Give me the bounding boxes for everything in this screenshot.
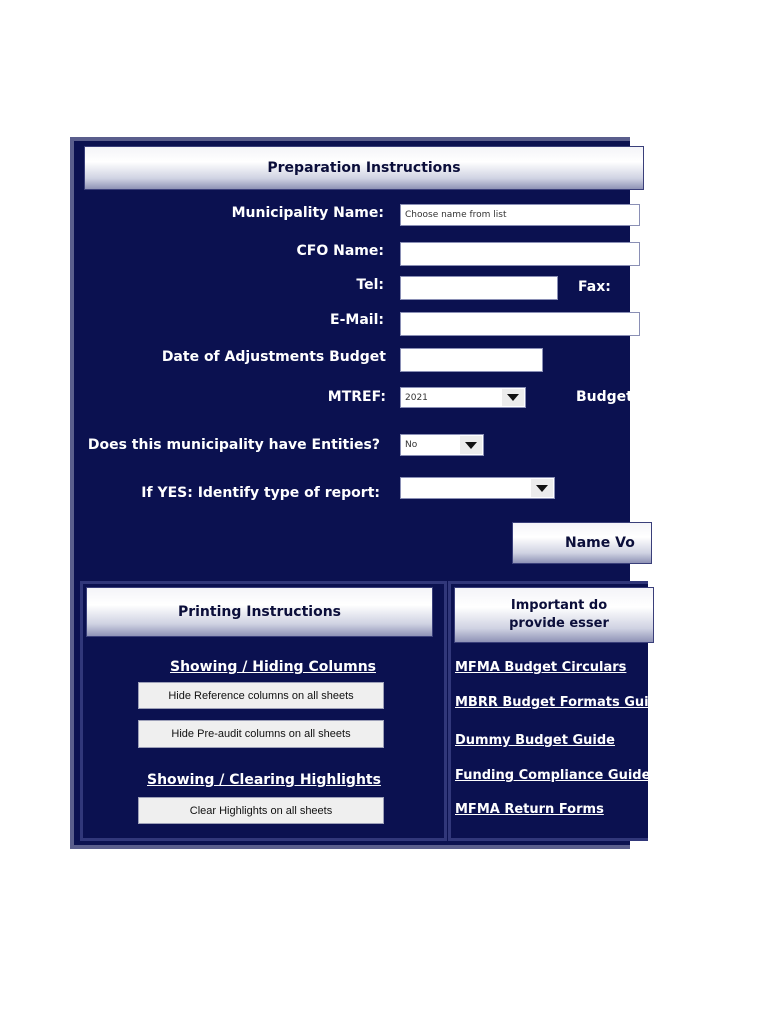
important-documents-title-line1: Important do [510, 598, 608, 613]
date-label: Date of Adjustments Budget [161, 349, 386, 365]
mtref-dropdown[interactable] [400, 387, 526, 408]
link-mfma-return-forms[interactable]: MFMA Return Forms [455, 802, 604, 817]
link-dummy-budget-guide[interactable]: Dummy Budget Guide [455, 733, 615, 748]
report-type-dropdown[interactable] [400, 477, 555, 499]
email-field[interactable] [400, 312, 640, 336]
report-type-label: If YES: Identify type of report: [141, 485, 380, 501]
printing-instructions-header [86, 587, 433, 637]
hide-reference-columns-button[interactable]: Hide Reference columns on all sheets [138, 682, 384, 709]
clear-highlights-button[interactable]: Clear Highlights on all sheets [138, 797, 384, 824]
chevron-down-icon[interactable] [502, 389, 524, 406]
fax-label: Fax: [578, 279, 611, 295]
mtref-value: 2021 [405, 392, 428, 403]
important-documents-header [454, 587, 654, 643]
entities-value: No [405, 440, 418, 450]
municipality-select[interactable]: Choose name from list [400, 204, 640, 226]
tel-field[interactable] [400, 276, 558, 300]
name-vote-label: Name Vo [565, 535, 635, 551]
tel-label: Tel: [356, 277, 384, 293]
chevron-down-icon[interactable] [460, 436, 482, 454]
name-vote-button[interactable] [512, 522, 652, 564]
budget-sheet [70, 137, 658, 849]
entities-label: Does this municipality have Entities? [87, 437, 380, 453]
link-mfma-budget-circulars[interactable]: MFMA Budget Circulars [455, 660, 627, 675]
link-mbrr-budget-formats-guide[interactable]: MBRR Budget Formats Guid [455, 695, 658, 710]
important-documents-title-line2: provide esser [509, 616, 609, 631]
printing-instructions-title: Printing Instructions [177, 604, 342, 620]
budget-year-label: Budget Y [576, 389, 648, 405]
preparation-instructions-title: Preparation Instructions [267, 160, 461, 176]
link-funding-compliance-guide[interactable]: Funding Compliance Guide [455, 768, 651, 783]
chevron-down-icon[interactable] [531, 479, 553, 497]
preparation-instructions-header [84, 146, 644, 190]
entities-dropdown[interactable] [400, 434, 484, 456]
mtref-label: MTREF: [327, 389, 386, 405]
date-field[interactable] [400, 348, 543, 372]
cfo-label: CFO Name: [296, 243, 384, 259]
email-label: E-Mail: [330, 312, 384, 328]
cfo-name-field[interactable] [400, 242, 640, 266]
highlights-heading: Showing / Clearing Highlights [147, 772, 381, 788]
hide-preaudit-columns-button[interactable]: Hide Pre-audit columns on all sheets [138, 720, 384, 748]
columns-heading: Showing / Hiding Columns [170, 659, 376, 675]
important-documents-panel [448, 581, 658, 841]
municipality-label: Municipality Name: [231, 205, 384, 221]
printing-instructions-panel [80, 581, 447, 841]
